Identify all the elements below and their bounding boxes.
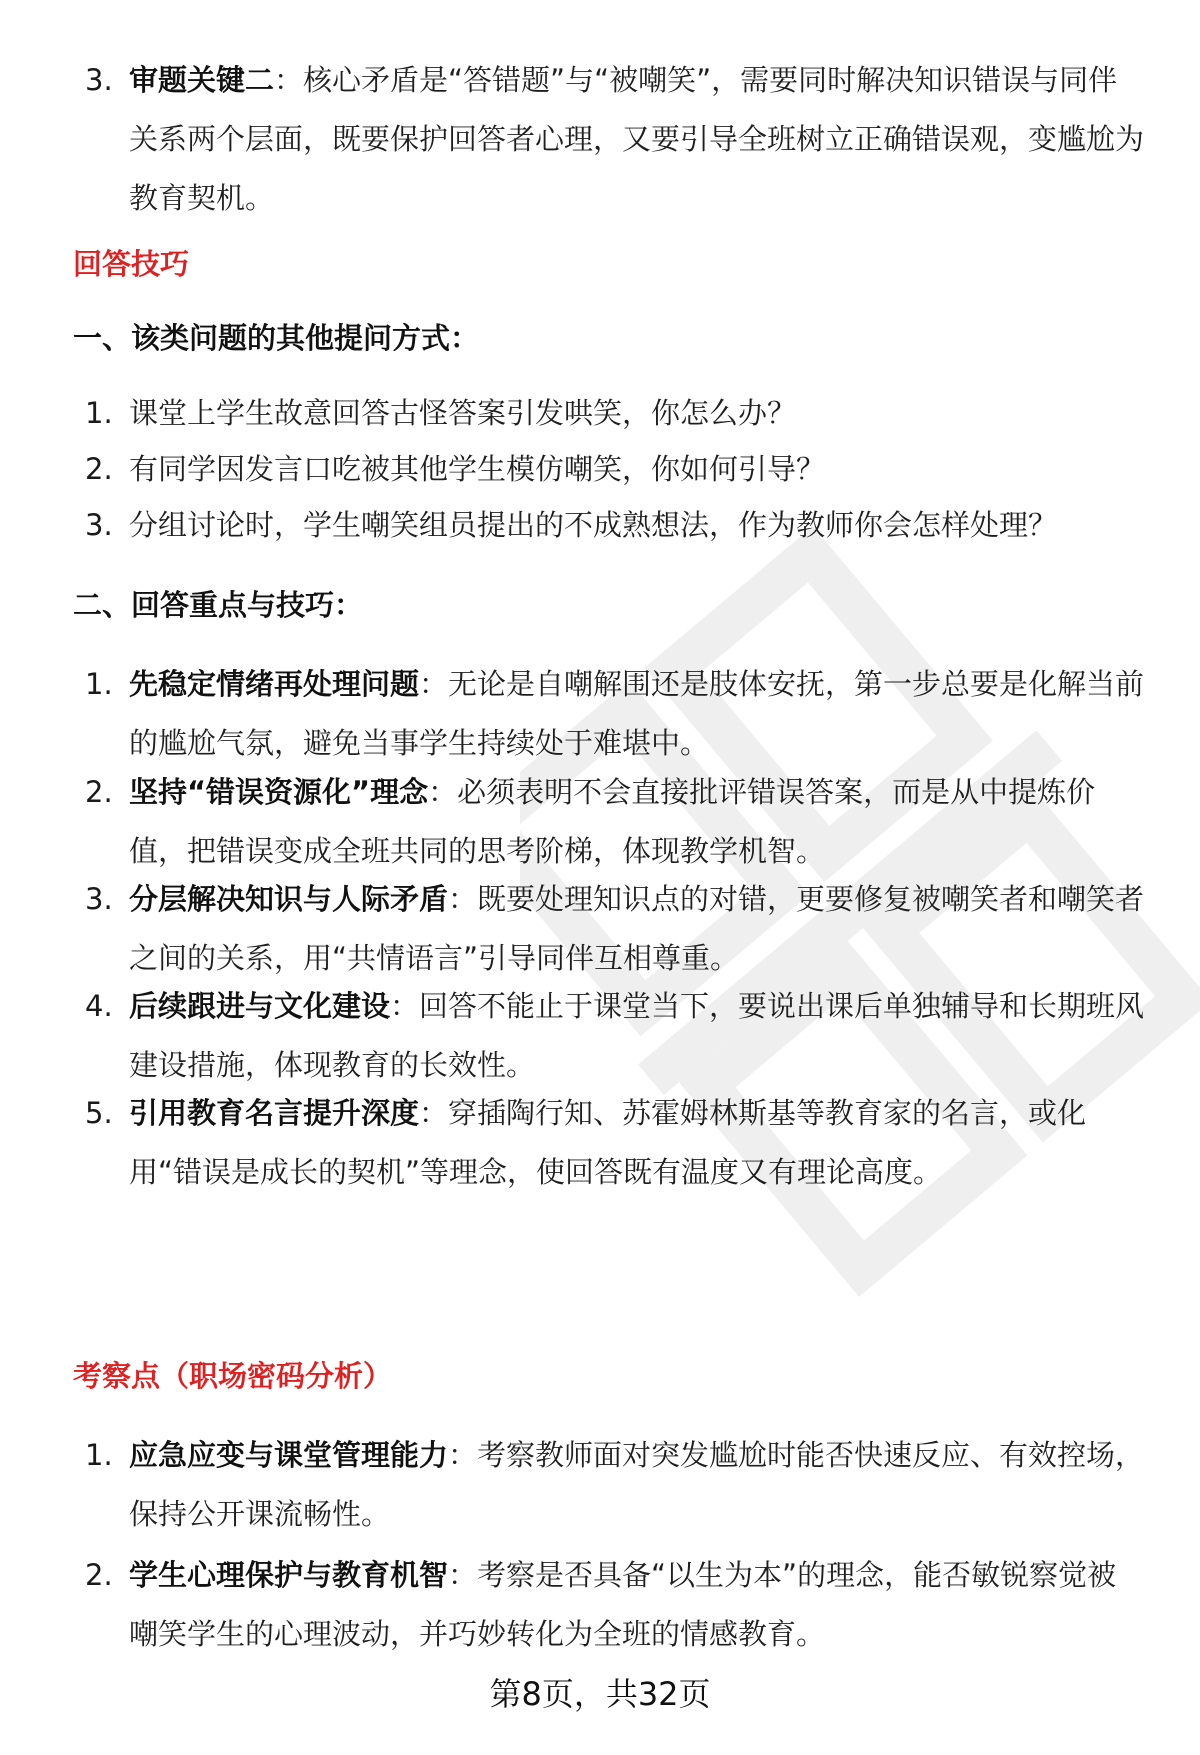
section-heading-key-points: 二、回答重点与技巧：: [73, 588, 364, 622]
page-number: 第8页，共32页: [489, 1675, 711, 1713]
item-lead: 分层解决知识与人际矛盾: [129, 882, 449, 916]
list-number: 1.: [85, 396, 113, 430]
item-text: ：考察是否具备“以生为本”的理念，能否敏锐察觉被嘲笑学生的心理波动，并巧妙转化为全班的情感教育。: [129, 1558, 1117, 1651]
item-text: 有同学因发言口吃被其他学生模仿嘲笑，你如何引导？: [129, 452, 826, 486]
list-number: 2.: [85, 1558, 113, 1592]
list-item: [85, 440, 1145, 499]
section-heading-other-questions: 一、该类问题的其他提问方式：: [73, 321, 480, 355]
section-heading-assessment: 考察点（职场密码分析）: [73, 1359, 393, 1393]
item-lead: 先稳定情绪再处理问题: [129, 667, 420, 701]
section-heading-answer-tips: 回答技巧: [73, 247, 190, 281]
list-item-review-key-2: [85, 51, 1145, 228]
list-number: 3.: [85, 882, 113, 916]
list-item: [85, 1426, 1145, 1544]
list-item: [85, 496, 1145, 555]
item-lead: 应急应变与课堂管理能力: [129, 1438, 449, 1472]
list-number: 1.: [85, 667, 113, 701]
item-text: ：必须表明不会直接批评错误答案，而是从中提炼价值，把错误变成全班共同的思考阶梯，体现教学机智。: [129, 775, 1096, 868]
list-number: 3.: [85, 63, 113, 97]
item-text: 分组讨论时，学生嘲笑组员提出的不成熟想法，作为教师你会怎样处理？: [129, 508, 1058, 542]
list-number: 5.: [85, 1096, 113, 1130]
item-text: 课堂上学生故意回答古怪答案引发哄笑，你怎么办？: [129, 396, 797, 430]
item-text: ：无论是自嘲解围还是肢体安抚，第一步总要是化解当前的尴尬气氛，避免当事学生持续处于难堪中。: [129, 667, 1145, 760]
item-text: ：考察教师面对突发尴尬时能否快速反应、有效控场，保持公开课流畅性。: [129, 1438, 1145, 1531]
item-lead: 坚持“错误资源化”理念: [129, 775, 429, 809]
item-text: ：既要处理知识点的对错，更要修复被嘲笑者和嘲笑者之间的关系，用“共情语言”引导同伴互相尊重。: [129, 882, 1145, 975]
list-item: [85, 1546, 1145, 1664]
item-lead: 引用教育名言提升深度: [129, 1096, 420, 1130]
item-lead: 后续跟进与文化建设: [129, 989, 391, 1023]
list-number: 2.: [85, 452, 113, 486]
list-item: [85, 870, 1145, 988]
list-number: 1.: [85, 1438, 113, 1472]
item-text: ：核心矛盾是“答错题”与“被嘲笑”，需要同时解决知识错误与同伴关系两个层面，既要保护回答者心理，又要引导全班树立正确错误观，变尴尬为教育契机。: [129, 63, 1145, 215]
list-item: [85, 384, 1145, 443]
list-item: [85, 655, 1145, 773]
list-item: [85, 1084, 1145, 1202]
list-number: 4.: [85, 989, 113, 1023]
list-number: 2.: [85, 775, 113, 809]
list-item: [85, 763, 1145, 881]
item-lead: 审题关键二: [129, 63, 275, 97]
list-number: 3.: [85, 508, 113, 542]
item-lead: 学生心理保护与教育机智: [129, 1558, 449, 1592]
list-item: [85, 977, 1145, 1095]
item-text: ：穿插陶行知、苏霍姆林斯基等教育家的名言，或化用“错误是成长的契机”等理念，使回答既有温度又有理论高度。: [129, 1096, 1087, 1189]
item-text: ：回答不能止于课堂当下，要说出课后单独辅导和长期班风建设措施，体现教育的长效性。: [129, 989, 1145, 1082]
